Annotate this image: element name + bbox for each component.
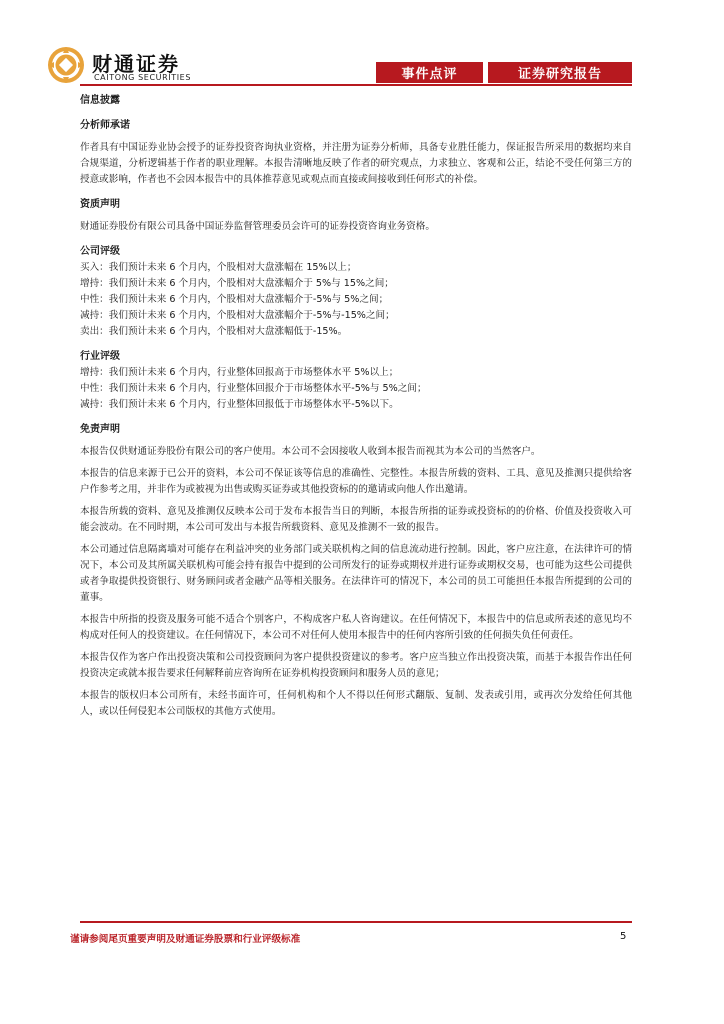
company-rating-underweight: 减持：我们预计未来 6 个月内，个股相对大盘涨幅介于-5%与-15%之间；: [80, 310, 395, 321]
disclaimer-title: 免责声明: [80, 424, 120, 435]
disclaimer-paragraph: 本报告的信息来源于已公开的资料，本公司不保证该等信息的准确性、完整性。本报告所载的资料、工具、意见及推测只提供给客户作参考之用，并非作为或被视为出售或购买证券或其他投资标的的邀请或向他人作出邀请。: [80, 468, 632, 495]
company-rating-buy: 买入：我们预计未来 6 个月内，个股相对大盘涨幅在 15%以上；: [80, 262, 357, 273]
header-divider: [80, 84, 632, 86]
industry-rating-neutral: 中性：我们预计未来 6 个月内，行业整体回报介于市场整体水平-5%与 5%之间；: [80, 383, 427, 394]
disclosure-title: 信息披露: [80, 95, 120, 106]
disclaimer-paragraph: 本报告的版权归本公司所有，未经书面许可，任何机构和个人不得以任何形式翻版、复制、发表或引用，或再次分发给任何其他人，或以任何侵犯本公司版权的其他方式使用。: [80, 690, 632, 717]
footer-divider: [80, 921, 632, 923]
footer-notice: 谨请参阅尾页重要声明及财通证券股票和行业评级标准: [70, 934, 301, 945]
research-report-tag: 证券研究报告: [488, 62, 632, 83]
logo-english-name: CAITONG SECURITIES: [94, 73, 191, 82]
company-rating-title: 公司评级: [80, 246, 120, 257]
page-header: [0, 0, 724, 96]
industry-rating-overweight: 增持：我们预计未来 6 个月内，行业整体回报高于市场整体水平 5%以上；: [80, 367, 399, 378]
page-number: 5: [620, 931, 627, 942]
caitong-logo-icon: [46, 45, 86, 85]
company-rating-sell: 卖出：我们预计未来 6 个月内，个股相对大盘涨幅低于-15%。: [80, 326, 348, 337]
disclaimer-paragraph: 本报告中所指的投资及服务可能不适合个别客户，不构成客户私人咨询建议。在任何情况下，本报告中的信息或所表述的意见均不构成对任何人的投资建议。在任何情况下，本公司不对任何人使用本报告中的任何内容所引致的任何损失负任何责任。: [80, 614, 632, 641]
industry-rating-title: 行业评级: [80, 351, 120, 362]
company-logo: [46, 45, 246, 89]
disclaimer-paragraph: 本报告仅作为客户作出投资决策和公司投资顾问为客户提供投资建议的参考。客户应当独立作出投资决策，而基于本报告作出任何投资决定或就本报告要求任何解释前应咨询所在证券机构投资顾问和服务人员的意见；: [80, 652, 632, 679]
industry-rating-underweight: 减持：我们预计未来 6 个月内，行业整体回报低于市场整体水平-5%以下。: [80, 399, 399, 410]
disclaimer-paragraph: 本公司通过信息隔离墙对可能存在利益冲突的业务部门或关联机构之间的信息流动进行控制。因此，客户应注意，在法律许可的情况下，本公司及其所属关联机构可能会持有报告中提到的公司所发行的证券或期权并进行证券或期权交易，也可能为这些公司提供或者争取提供投资银行、财务顾问或者金融产品等相关服务。在法律许可的情况下，本公司的员工可能担任本报告所提到的公司的董事。: [80, 544, 632, 603]
disclaimer-paragraph: 本报告仅供财通证券股份有限公司的客户使用。本公司不会因接收人收到本报告而视其为本公司的当然客户。: [80, 446, 541, 457]
disclaimer-paragraph: 本报告所载的资料、意见及推测仅反映本公司于发布本报告当日的判断，本报告所指的证券或投资标的的价格、价值及投资收入可能会波动。在不同时期，本公司可发出与本报告所载资料、意见及推测不一致的报告。: [80, 506, 632, 533]
company-rating-overweight: 增持：我们预计未来 6 个月内，个股相对大盘涨幅介于 5%与 15%之间；: [80, 278, 394, 289]
analyst-commitment-title: 分析师承诺: [80, 120, 130, 131]
company-rating-neutral: 中性：我们预计未来 6 个月内，个股相对大盘涨幅介于-5%与 5%之间；: [80, 294, 389, 305]
logo-chinese-name: 财通证券: [92, 52, 180, 76]
analyst-commitment-text: 作者具有中国证券业协会授予的证券投资咨询执业资格，并注册为证券分析师，具备专业胜任能力，保证报告所采用的数据均来自合规渠道，分析逻辑基于作者的职业理解。本报告清晰地反映了作者的研究观点，力求独立、客观和公正，结论不受任何第三方的授意或影响，作者也不会因本报告中的具体推荐意见或观点而直接或间接收到任何形式的补偿。: [80, 142, 632, 185]
qualification-title: 资质声明: [80, 199, 120, 210]
qualification-text: 财通证券股份有限公司具备中国证券监督管理委员会许可的证券投资咨询业务资格。: [80, 221, 435, 232]
main-content: [80, 93, 632, 720]
event-review-tag: 事件点评: [376, 62, 483, 83]
